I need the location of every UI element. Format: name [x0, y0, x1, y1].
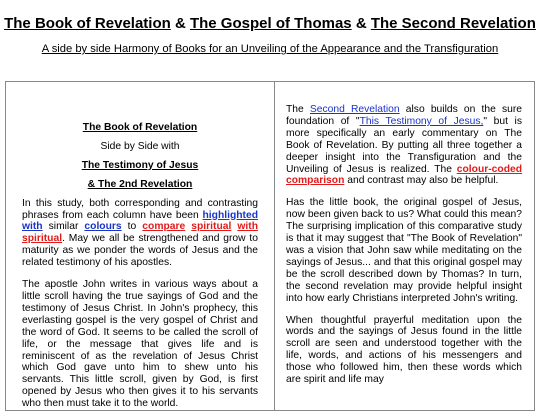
highlight-highlighted-with: highlighted with	[22, 209, 258, 233]
right-paragraph-2: Has the little book, the original gospel of Jesus, now been given back to us? What could this mean? The surprising implication of this comparative study is that it may suggest that "The Book of Revelation" was a vision that John saw while meditating on the sayings of Jesus... and that this original gospel may be the scroll described down by Thomas? In turn, the second revelation may provide helpful insight into how early Christians interpreted John's writing.	[286, 197, 522, 304]
text-run: " but is more specifically an early commentary on The Book of Revelation. By putting all three together a deeper insight into the Transfiguration and the Unveiling of Jesus is realized. The	[286, 115, 522, 175]
left-heading-book: The Book of Revelation	[82, 122, 198, 133]
text-run: and contrast may also be helpful.	[344, 175, 499, 187]
page-title	[0, 15, 540, 32]
title-amp-2: &	[351, 15, 371, 32]
highlight-colours: colours	[84, 221, 122, 233]
link-this-testimony-of-jesus[interactable]: This Testimony of Jesus,	[359, 115, 484, 127]
highlight-compare: compare	[142, 221, 186, 233]
left-heading-side-by-side: Side by Side with	[100, 140, 180, 152]
text-run: . May we all be strengthened and grow to maturity as we ponder the words of Jesus and the related testimony of his apostles.	[22, 233, 258, 269]
highlight-with-spiritual: with spiritual	[22, 221, 258, 245]
left-column	[22, 122, 258, 420]
text-run: In this study, both corresponding and contrasting phrases from each column have been	[22, 197, 258, 221]
highlight-colour-coded: colour-coded	[456, 163, 522, 175]
left-paragraph-1	[22, 198, 258, 269]
text-run: to	[121, 221, 143, 233]
title-book-of-revelation[interactable]: The Book of Revelation	[4, 15, 171, 32]
title-gospel-of-thomas[interactable]: The Gospel of Thomas	[189, 15, 352, 32]
text-run: The	[286, 104, 310, 115]
text-run: similar	[42, 221, 85, 233]
right-paragraph-1	[286, 104, 522, 187]
page-subtitle: A side by side Harmony of Books for an Unveiling of the Appearance and the Transfiguration	[41, 43, 499, 55]
highlight-spiritual: spiritual	[191, 221, 232, 233]
link-second-revelation[interactable]: Second Revelation	[309, 104, 400, 115]
title-second-revelation[interactable]: The Second Revelation	[370, 15, 536, 32]
highlight-comparison: comparison	[286, 175, 345, 187]
column-divider	[274, 82, 275, 410]
text-run: also builds on the sure foundation of "	[286, 104, 522, 127]
left-heading-testimony: The Testimony of Jesus	[81, 159, 199, 171]
comparison-table	[5, 81, 535, 411]
title-amp-1: &	[170, 15, 190, 32]
right-column	[286, 104, 522, 396]
left-paragraph-2: The apostle John writes in various ways about a little scroll having the true sayings of God and the testimony of Jesus Christ. In John's prophecy, this everlasting gospel is the very gospel of Christ and the word of God. It seems to be called the scroll of life, or the message that gives life and is reminiscent of as the revelation of Jesus Christ which God gave unto him to shew unto his servants. This little scroll, given by God, is first opened by Jesus who then gives it to his servants who then must take it to the world.	[22, 279, 258, 410]
left-heading-2nd-revelation: & The 2nd Revelation	[87, 178, 193, 190]
right-paragraph-3: When thoughtful prayerful meditation upon the words and the sayings of Jesus found in the little scroll are seen and understood together with the life, words, and actions of his messengers and those who followed him, then these words which are spirit and life may	[286, 314, 522, 386]
